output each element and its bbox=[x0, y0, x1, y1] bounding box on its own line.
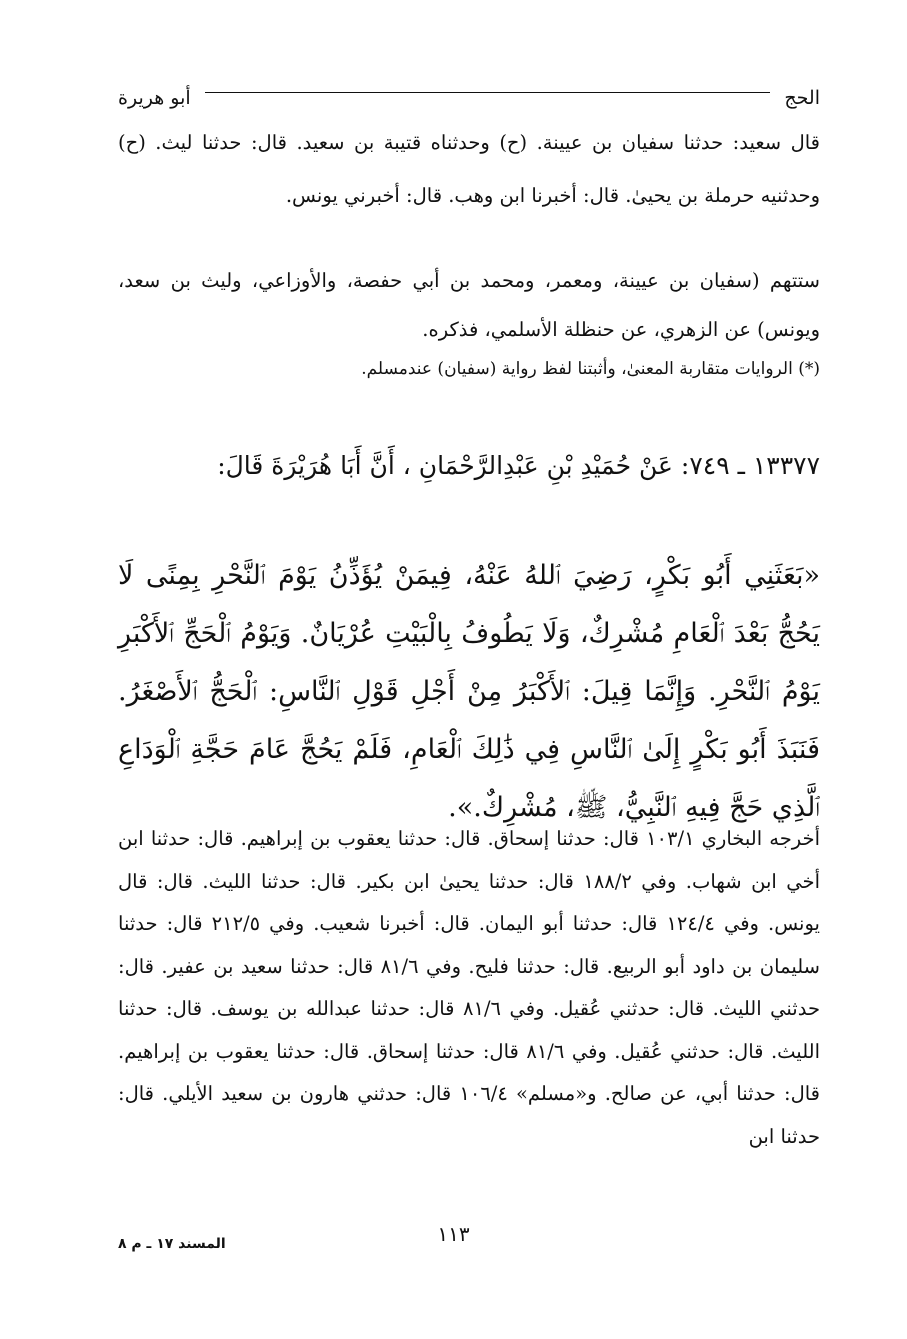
chain-paragraph: قال سعيد: حدثنا سفيان بن عيينة. (ح) وحدثناه قتيبة بن سعيد. قال: حدثنا ليث. (ح) وحدثنيه حرملة بن يحيىٰ. قال: أخبرنا ابن وهب. قال: أخبرني يونس. bbox=[118, 131, 820, 207]
chapter-title: الحج bbox=[784, 87, 820, 109]
sources-paragraph: أخرجه البخاري ١٠٣/١ قال: حدثنا إسحاق. قال: حدثنا يعقوب بن إبراهيم. قال: حدثنا ابن أخي ابن شهاب. وفي ١٨٨/٢ قال: حدثنا يحيىٰ ابن بكير. قال: حدثنا الليث. قال: قال يونس. وفي ١٢٤/٤ قال: حدثنا أبو اليمان. قال: أخبرنا شعيب. وفي ٢١٢/٥ قال: حدثنا سليمان بن داود أبو الربيع. قال: حدثنا فليح. وفي ٨١/٦ قال: حدثنا سعيد بن عفير. قال: حدثني الليث. قال: حدثني عُقيل. وفي ٨١/٦ قال: حدثنا عبدالله بن يوسف. قال: حدثنا الليث. قال: حدثني عُقيل. وفي ٨١/٦ قال: حدثنا إسحاق. قال: حدثنا يعقوب بن إبراهيم. قال: حدثنا أبي، عن صالح. و«مسلم» ١٠٦/٤ قال: حدثني هارون بن سعيد الأيلي. قال: حدثنا ابن bbox=[118, 827, 821, 1148]
footnote: (*) الروايات متقاربة المعنىٰ، وأثبتنا لفظ رواية (سفيان) عندمسلم. bbox=[361, 359, 820, 379]
narrators-paragraph: ستتهم (سفيان بن عيينة، ومعمر، ومحمد بن أبي حفصة، والأوزاعي، وليث بن سعد، ويونس) عن الزهري، عن حنظلة الأسلمي، فذكره. bbox=[118, 269, 820, 341]
header-rule bbox=[205, 92, 771, 93]
running-header bbox=[118, 80, 820, 116]
hadith-text: «بَعَثَنِي أَبُو بَكْرٍ، رَضِيَ ٱللهُ عَنْهُ، فِيمَنْ يُؤَذِّنُ يَوْمَ ٱلنَّحْرِ بِمِنًى لَا يَحُجُّ بَعْدَ ٱلْعَامِ مُشْرِكٌ، وَلَا يَطُوفُ بِالْبَيْتِ عُرْيَانٌ. وَيَوْمُ ٱلْحَجِّ ٱلأَكْبَرِ يَوْمُ ٱلنَّحْرِ. وَإِنَّمَا قِيلَ: ٱلأَكْبَرُ مِنْ أَجْلِ قَوْلِ ٱلنَّاسِ: ٱلْحَجُّ ٱلأَصْغَرُ. فَنَبَذَ أَبُو بَكْرٍ إِلَىٰ ٱلنَّاسِ فِي ذَٰلِكَ ٱلْعَامِ، فَلَمْ يَحُجَّ عَامَ حَجَّةِ ٱلْوَدَاعِ ٱلَّذِي حَجَّ فِيهِ ٱلنَّبِيُّ، ﷺ، مُشْرِكٌ.». bbox=[118, 560, 820, 823]
page-number: ١١٣ bbox=[437, 1222, 470, 1246]
narrator-title: أبو هريرة bbox=[118, 87, 191, 109]
hadith-heading: ١٣٣٧٧ ـ ٧٤٩: عَنْ حُمَيْدِ بْنِ عَبْدِالرَّحْمَانِ ، أَنَّ أَبَا هُرَيْرَةَ قَالَ: bbox=[217, 451, 820, 480]
signature-mark: المسند ١٧ ـ م ٨ bbox=[118, 1236, 226, 1252]
